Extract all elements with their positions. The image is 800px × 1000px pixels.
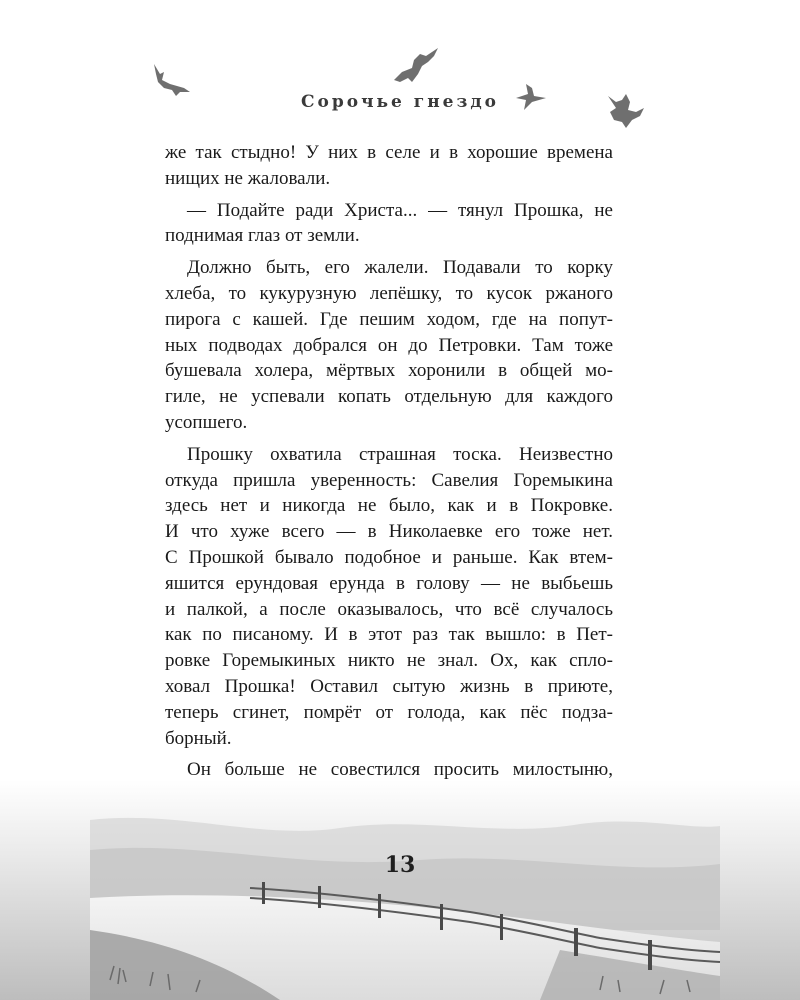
running-title: Сорочье гнездо bbox=[300, 92, 499, 112]
text-line: откуда пришла уверенность: Савелия Горемыкина bbox=[165, 469, 613, 491]
text-line: С Прошкой бывало подобное и раньше. Как втем- bbox=[165, 546, 613, 568]
text-line: и палкой, а после оказывалось, что всё случалось bbox=[165, 598, 613, 620]
text-line: теперь сгинет, помрёт от голода, как пёс подза- bbox=[165, 701, 613, 723]
text-line: же так стыдно! У них в селе и в хорошие времена bbox=[165, 142, 613, 163]
text-line: пирога с кашей. Где пешим ходом, где на попут- bbox=[165, 308, 613, 330]
text-line: ховал Прошка! Оставил сытую жизнь в приюте, bbox=[165, 675, 613, 697]
body-text bbox=[165, 140, 613, 835]
text-line: бушевала холера, мёртвых хоронили в общей мо- bbox=[165, 360, 613, 382]
text-line: усопшего. bbox=[165, 411, 248, 433]
text-line: ровке Горемыкиных никто не знал. Ох, как сплo- bbox=[165, 650, 613, 672]
bird-icon bbox=[392, 46, 440, 86]
text-line: Прошку охватила страшная тоска. Неизвестно bbox=[187, 443, 613, 465]
text-line: как по писаному. И в этот раз так вышло: в Пет- bbox=[165, 624, 613, 646]
text-line: яшится ерундовая ерунда в голову — не выбьешь bbox=[165, 572, 613, 594]
landscape-illustration bbox=[0, 780, 800, 1000]
text-line: Должно быть, его жалели. Подавали то корку bbox=[187, 257, 613, 279]
page-number: 13 bbox=[384, 852, 416, 878]
text-line: нищих не жаловали. bbox=[165, 167, 331, 189]
text-line: поднимая глаз от земли. bbox=[165, 225, 360, 247]
text-line: Он больше не совестился просить милостыню, bbox=[187, 759, 613, 781]
text-line: И что хуже всего — в Николаевке его тоже нет. bbox=[165, 521, 613, 543]
text-line: гиле, не успевали копать отдельную для каждого bbox=[165, 386, 613, 408]
text-line: здесь нет и никогда не было, как и в Покровке. bbox=[165, 495, 613, 517]
text-line: — Подайте ради Христа... — тянул Прошка, не bbox=[187, 199, 613, 221]
text-line: борный. bbox=[165, 727, 232, 749]
text-line: ных подводах добрался он до Петровки. Там тоже bbox=[165, 334, 613, 356]
text-line: хлеба, то кукурузную лепёшку, то кусок ржаного bbox=[165, 282, 613, 304]
